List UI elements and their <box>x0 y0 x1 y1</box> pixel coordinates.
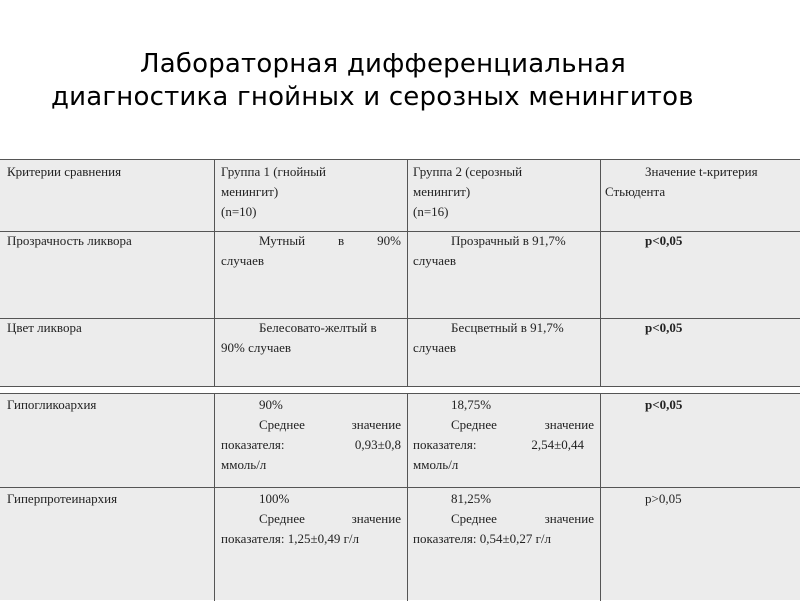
value-line <box>221 435 401 455</box>
criterion-label: Прозрачность ликвора <box>7 233 132 248</box>
value-line: 100% <box>259 491 290 506</box>
row-t-value <box>600 231 800 251</box>
value-word: Среднее <box>451 417 497 432</box>
value-line <box>221 415 401 435</box>
header-criteria-label: Критерии сравнения <box>7 164 122 179</box>
row-group2-value <box>407 231 600 271</box>
slide-title <box>0 48 800 114</box>
value-line: ммоль/л <box>413 457 459 472</box>
value-word: 0,93±0,8 <box>354 437 401 452</box>
t-value: р<0,05 <box>645 233 683 248</box>
row-group1-value <box>214 395 407 475</box>
value-word: Мутный <box>259 233 306 248</box>
row-t-value <box>600 395 800 415</box>
row-t-value <box>600 318 800 338</box>
value-line: Белесовато-желтый в <box>259 320 377 335</box>
title-line-2: диагностика гнойных и серозных менингитов <box>51 82 694 112</box>
row-criterion <box>0 318 214 338</box>
criterion-label: Гипогликоархия <box>7 397 97 412</box>
value-line: показателя: 0,54±0,27 г/л <box>413 531 552 546</box>
header-group2 <box>407 162 600 222</box>
header-t-criterion <box>600 162 800 202</box>
table-rule <box>0 159 800 160</box>
value-word: значение <box>544 511 594 526</box>
value-line: показателя: 1,25±0,49 г/л <box>221 531 360 546</box>
value-word: 2,54±0,44 <box>531 437 584 452</box>
table-rule <box>0 487 800 488</box>
value-line: Бесцветный в 91,7% <box>451 320 564 335</box>
row-group1-value <box>214 318 407 358</box>
value-word: показателя: <box>413 437 477 452</box>
value-line: случаев <box>221 253 264 268</box>
value-word: Среднее <box>451 511 497 526</box>
value-line <box>413 415 594 435</box>
value-line <box>221 231 401 251</box>
value-line: случаев <box>413 340 456 355</box>
header-criteria <box>0 162 214 182</box>
t-value: р<0,05 <box>645 320 683 335</box>
table-rule <box>0 386 800 387</box>
value-line: ммоль/л <box>221 457 267 472</box>
row-t-value <box>600 489 800 509</box>
value-word: значение <box>544 417 594 432</box>
value-word: 90% <box>377 233 401 248</box>
value-line <box>413 435 594 455</box>
value-word: в <box>338 233 345 248</box>
value-word: Среднее <box>259 511 305 526</box>
value-line: 90% <box>259 397 283 412</box>
header-group2-line: (n=16) <box>413 204 449 219</box>
value-word: показателя: <box>221 437 285 452</box>
row-group1-value <box>214 231 407 271</box>
value-word: значение <box>351 417 401 432</box>
header-group1-line: Группа 1 (гнойный <box>221 164 326 179</box>
row-group2-value <box>407 395 600 475</box>
header-group2-line: Группа 2 (серозный <box>413 164 523 179</box>
title-line-1: Лабораторная дифференциальная <box>140 49 626 79</box>
header-t-line: Стьюдента <box>605 184 666 199</box>
value-word: Среднее <box>259 417 305 432</box>
header-group1-line: (n=10) <box>221 204 257 219</box>
t-value: р>0,05 <box>645 491 682 506</box>
criterion-label: Цвет ликвора <box>7 320 82 335</box>
header-group1 <box>214 162 407 222</box>
value-line: 90% случаев <box>221 340 292 355</box>
value-line: 81,25% <box>451 491 492 506</box>
value-line: Прозрачный в 91,7% <box>451 233 566 248</box>
value-line: 18,75% <box>451 397 492 412</box>
header-group1-line: менингит) <box>221 184 279 199</box>
t-value: р<0,05 <box>645 397 683 412</box>
header-t-line: Значение t-критерия <box>645 164 758 179</box>
table-rule <box>0 393 800 394</box>
value-line: случаев <box>413 253 456 268</box>
criterion-label: Гиперпротеинархия <box>7 491 118 506</box>
value-line <box>221 509 401 529</box>
row-criterion <box>0 231 214 251</box>
header-group2-line: менингит) <box>413 184 471 199</box>
row-group2-value <box>407 318 600 358</box>
row-criterion <box>0 395 214 415</box>
row-group2-value <box>407 489 600 549</box>
value-word: значение <box>351 511 401 526</box>
row-group1-value <box>214 489 407 549</box>
value-line <box>413 509 594 529</box>
row-criterion <box>0 489 214 509</box>
